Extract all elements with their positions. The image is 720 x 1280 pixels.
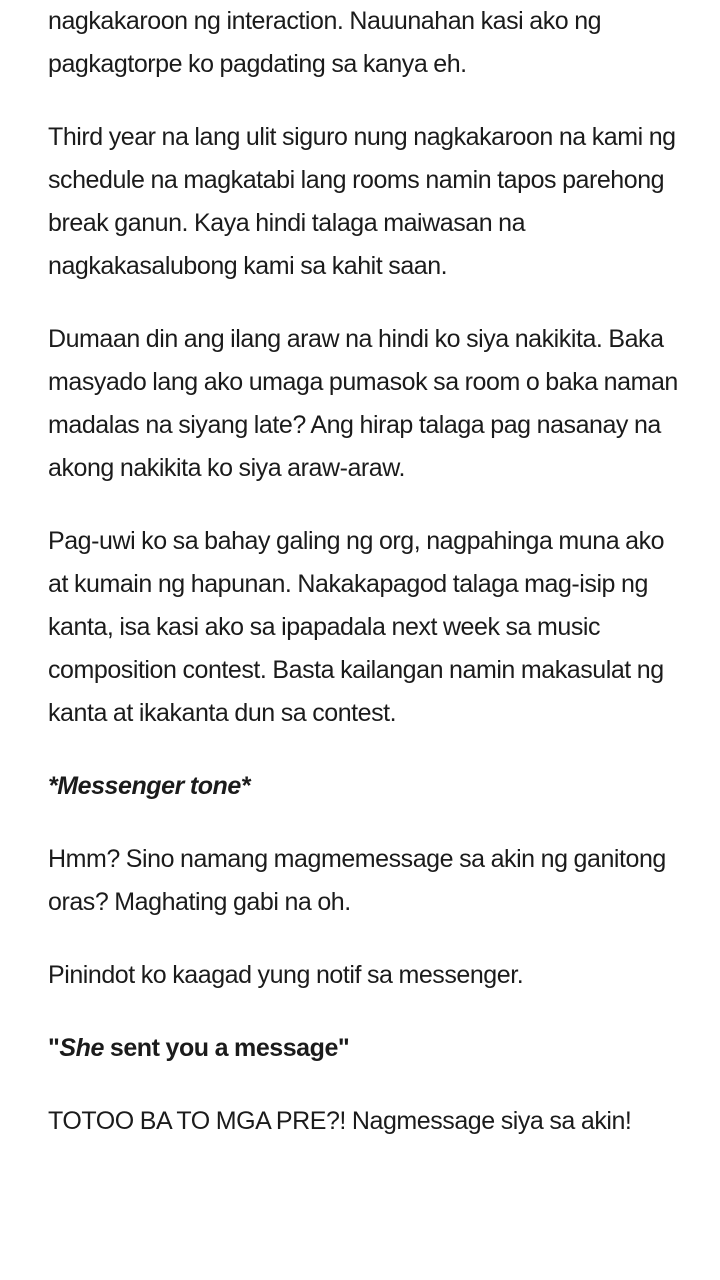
paragraph-4: Pag-uwi ko sa bahay galing ng org, nagpahinga muna ako at kumain ng hapunan. Nakakapagod talaga mag-isip ng kanta, isa kasi ako sa ipapadala next week sa music composition contest. Basta kailangan namin makasulat ng kanta at ikakanta dun sa contest. [48, 527, 665, 727]
she-word: She [59, 1034, 104, 1062]
open-quote: " [48, 1034, 60, 1062]
paragraph-7: Pinindot ko kaagad yung notif sa messenger. [48, 961, 524, 989]
story-body [48, 0, 688, 1143]
paragraph-9: TOTOO BA TO MGA PRE?! Nagmessage siya sa akin! [48, 1107, 632, 1135]
paragraph-3: Dumaan din ang ilang araw na hindi ko siya nakikita. Baka masyado lang ako umaga pumasok sa room o baka naman madalas na siyang late? Ang hirap talaga pag nasanay na akong nakikita ko siya araw-araw. [48, 325, 678, 482]
messenger-tone-line: *Messenger tone* [48, 772, 251, 800]
paragraph-1: nagkakaroon ng interaction. Nauunahan kasi ako ng pagkagtorpe ko pagdating sa kanya eh. [48, 7, 602, 78]
paragraph-2: Third year na lang ulit siguro nung nagkakaroon na kami ng schedule na magkatabi lang rooms namin tapos parehong break ganun. Kaya hindi talaga maiwasan na nagkakasalubong kami sa kahit saan. [48, 123, 676, 280]
paragraph-6: Hmm? Sino namang magmemessage sa akin ng ganitong oras? Maghating gabi na oh. [48, 845, 666, 916]
notification-rest: sent you a message" [103, 1034, 350, 1062]
message-notification-line [48, 1027, 688, 1070]
